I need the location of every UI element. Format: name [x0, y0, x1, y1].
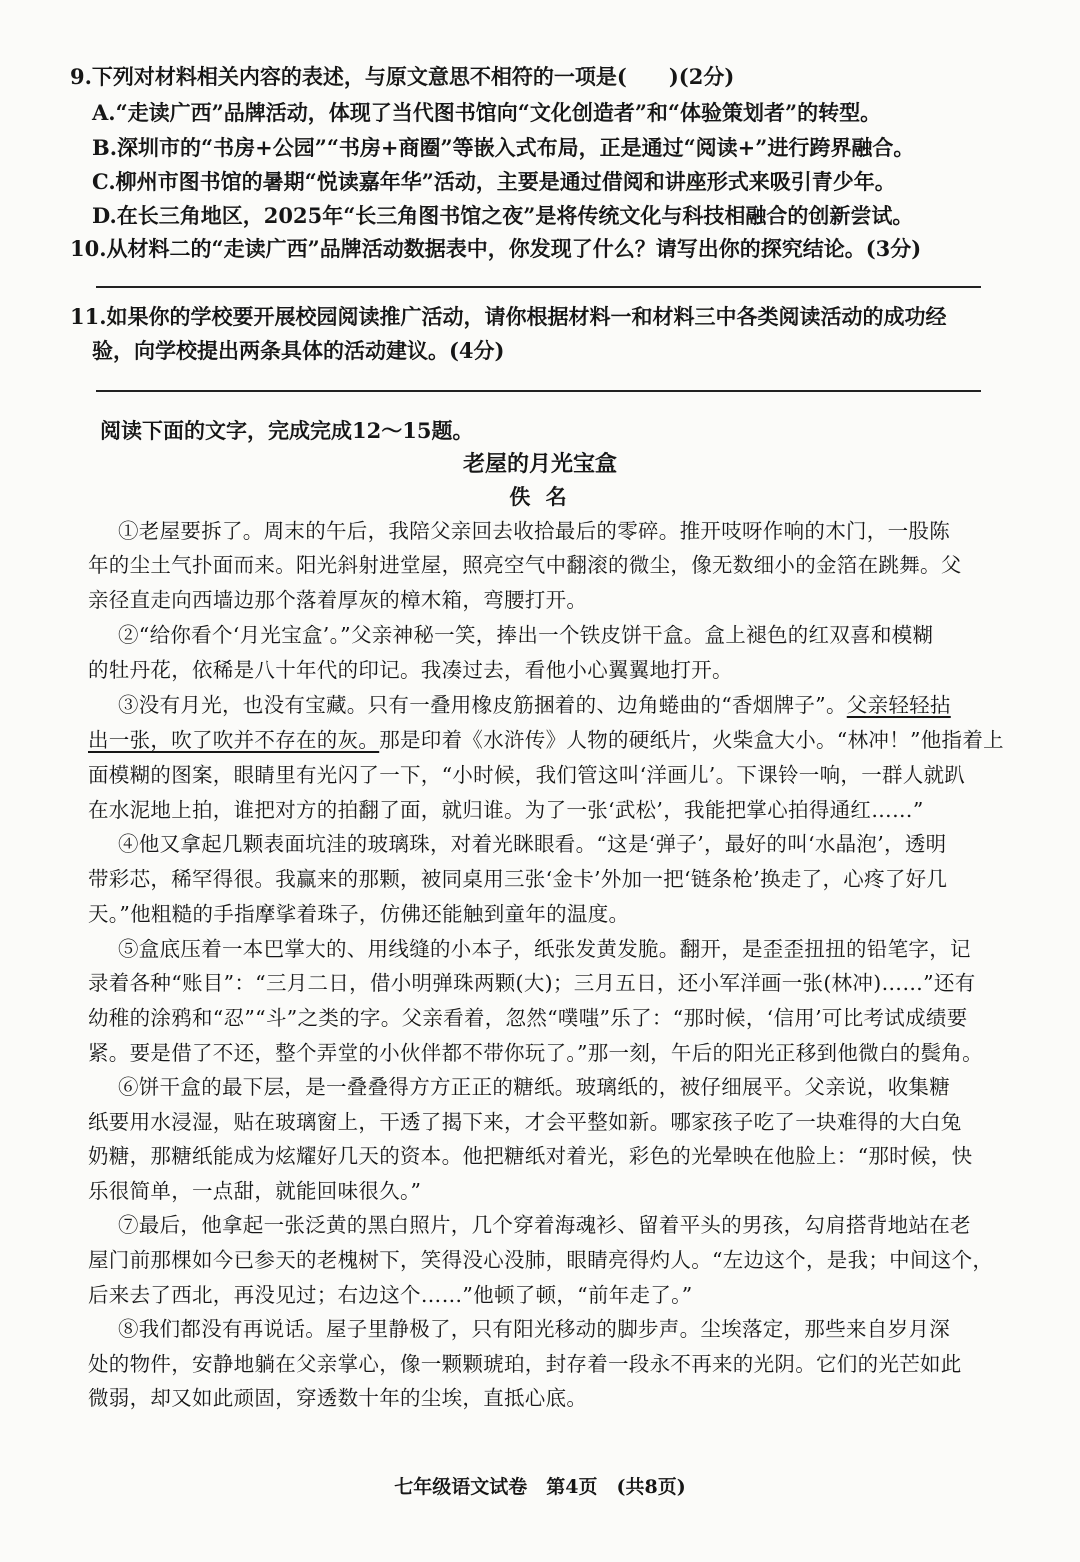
paragraph-4-line-2: 带彩芯，稀罕得很。我赢来的那颗，被同桌用三张‘金卡’外加一把‘链条枪’换走了，心疼了好几	[88, 867, 948, 891]
answer-line-q10	[96, 286, 981, 288]
question-9-option-c: C.柳州市图书馆的暑期“悦读嘉年华”活动，主要是通过借阅和讲座形式来吸引青少年。	[92, 169, 896, 194]
paragraph-6-line-2: 纸要用水浸湿，贴在玻璃窗上，干透了揭下来，才会平整如新。哪家孩子吃了一块难得的大白兔	[88, 1110, 962, 1134]
passage-title: 老屋的月光宝盒	[462, 451, 617, 477]
paragraph-7-line-3: 后来去了西北，再没见过；右边这个……”他顿了顿，“前年走了。”	[88, 1283, 693, 1307]
passage-author: 佚 名	[509, 484, 571, 509]
paragraph-1-line-2: 年的尘土气扑面而来。阳光斜射进堂屋，照亮空气中翻滚的微尘，像无数细小的金箔在跳舞。父	[88, 553, 962, 577]
paragraph-3-line-3: 面模糊的图案，眼睛里有光闪了一下，“小时候，我们管这叫‘洋画儿’。下课铃一响，一群人就趴	[88, 763, 966, 787]
question-9-option-b: B.深圳市的“书房+公园”“书房+商圈”等嵌入式布局，正是通过“阅读+”进行跨界融合。	[92, 135, 915, 160]
paragraph-3-text: 那是印着《水浒传》人物的硬纸片，火柴盒大小。“林冲！”他指着上	[379, 728, 1004, 752]
question-11-stem-line1: 11.如果你的学校要开展校园阅读推广活动，请你根据材料一和材料三中各类阅读活动的成功经	[70, 304, 947, 329]
paragraph-6-line-3: 奶糖，那糖纸能成为炫耀好几天的资本。他把糖纸对着光，彩色的光晕映在他脸上：“那时候，快	[88, 1144, 973, 1168]
paragraph-1-line-1: ①老屋要拆了。周末的午后，我陪父亲回去收拾最后的零碎。推开吱呀作响的木门，一股陈	[118, 519, 950, 543]
paragraph-4-line-3: 天。”他粗糙的手指摩挲着珠子，仿佛还能触到童年的温度。	[88, 902, 630, 926]
reading-instruction: 阅读下面的文字，完成完成12～15题。	[100, 418, 474, 443]
question-9-option-a: A.“走读广西”品牌活动，体现了当代图书馆向“文化创造者”和“体验策划者”的转型。	[92, 100, 882, 125]
paragraph-6-line-4: 乐很简单，一点甜，就能回味很久。”	[88, 1179, 422, 1203]
paragraph-5-line-3: 幼稚的涂鸦和“忍”“斗”之类的字。父亲看着，忽然“噗嗤”乐了：“那时候，‘信用’可比考试成绩要	[88, 1006, 968, 1030]
paragraph-5-line-1: ⑤盒底压着一本巴掌大的、用线缝的小本子，纸张发黄发脆。翻开，是歪歪扭扭的铅笔字，记	[118, 937, 971, 961]
question-9-stem: 9.下列对材料相关内容的表述，与原文意思不相符的一项是( )(2分)	[70, 64, 735, 89]
question-10-stem: 10.从材料二的“走读广西”品牌活动数据表中，你发现了什么？请写出你的探究结论。(3分)	[70, 236, 922, 261]
answer-line-q11	[96, 390, 981, 392]
paragraph-6-line-1: ⑥饼干盒的最下层，是一叠叠得方方正正的糖纸。玻璃纸的，被仔细展平。父亲说，收集糖	[118, 1075, 950, 1099]
underlined-sentence-part-2: 出一张，吹了吹并不存在的灰。	[88, 728, 380, 752]
paragraph-8-line-3: 微弱，却又如此顽固，穿透数十年的尘埃，直抵心底。	[88, 1386, 588, 1410]
paragraph-2-line-1: ②“给你看个‘月光宝盒’。”父亲神秘一笑，捧出一个铁皮饼干盒。盒上褪色的红双喜和模糊	[118, 623, 934, 647]
underlined-sentence-part-1: 父亲轻轻拈	[846, 693, 951, 717]
paragraph-3-line-2	[88, 725, 1004, 755]
paragraph-8-line-2: 处的物件，安静地躺在父亲掌心，像一颗颗琥珀，封存着一段永不再来的光阴。它们的光芒如此	[88, 1352, 962, 1376]
paragraph-3-line-4: 在水泥地上拍，谁把对方的拍翻了面，就归谁。为了一张‘武松’，我能把掌心拍得通红……”	[88, 798, 924, 822]
paragraph-3-text: ③没有月光，也没有宝藏。只有一叠用橡皮筋捆着的、边角蜷曲的“香烟牌子”。	[118, 693, 847, 717]
paragraph-1-line-3: 亲径直走向西墙边那个落着厚灰的樟木箱，弯腰打开。	[88, 588, 588, 612]
paragraph-5-line-2: 录着各种“账目”：“三月二日，借小明弹珠两颗(大)；三月五日，还小军洋画一张(林冲)……”还有	[88, 971, 976, 995]
paragraph-3-line-1	[118, 690, 951, 720]
page-footer: 七年级语文试卷 第4页 (共8页)	[394, 1476, 686, 1498]
paragraph-2-line-2: 的牡丹花，依稀是八十年代的印记。我凑过去，看他小心翼翼地打开。	[88, 658, 733, 682]
question-9-option-d: D.在长三角地区，2025年“长三角图书馆之夜”是将传统文化与科技相融合的创新尝试。	[92, 203, 914, 228]
paragraph-5-line-4: 紧。要是借了不还，整个弄堂的小伙伴都不带你玩了。”那一刻，午后的阳光正移到他微白的鬓角。	[88, 1041, 983, 1065]
paragraph-7-line-1: ⑦最后，他拿起一张泛黄的黑白照片，几个穿着海魂衫、留着平头的男孩，勾肩搭背地站在老	[118, 1213, 971, 1237]
question-11-stem-line2: 验，向学校提出两条具体的活动建议。(4分)	[92, 338, 505, 363]
paragraph-7-line-2: 屋门前那棵如今已参天的老槐树下，笑得没心没肺，眼睛亮得灼人。“左边这个，是我；中间这个，	[88, 1248, 994, 1272]
paragraph-4-line-1: ④他又拿起几颗表面坑洼的玻璃珠，对着光眯眼看。“这是‘弹子’，最好的叫‘水晶泡’，透明	[118, 832, 947, 856]
paragraph-8-line-1: ⑧我们都没有再说话。屋子里静极了，只有阳光移动的脚步声。尘埃落定，那些来自岁月深	[118, 1317, 950, 1341]
